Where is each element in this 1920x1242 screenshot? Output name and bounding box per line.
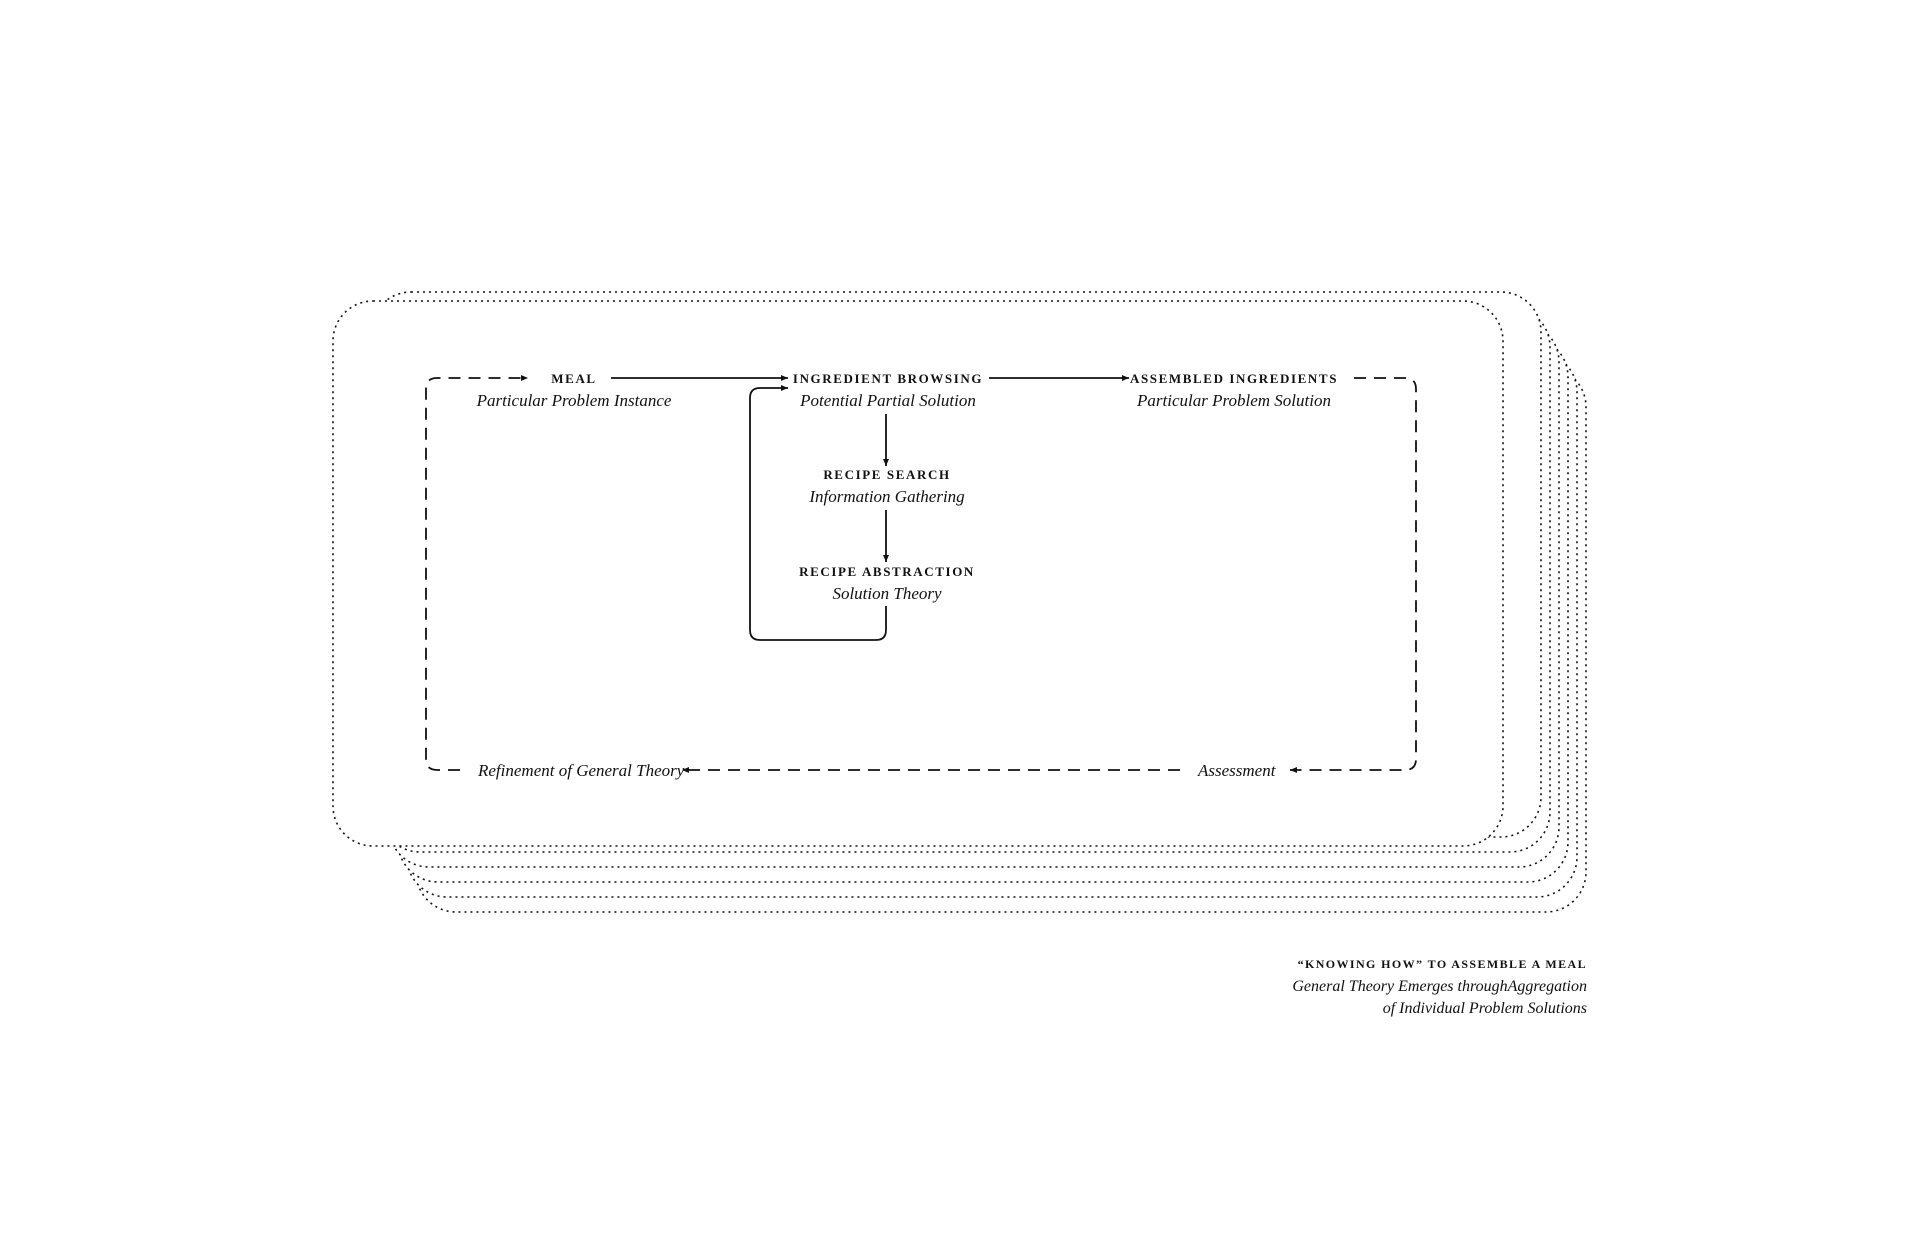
node-assembled-ingredients (1130, 371, 1338, 412)
loop-label-refinement: Refinement of General Theory (478, 761, 685, 780)
loop-label-assessment: Assessment (1198, 761, 1276, 780)
node-recipe-abstraction (799, 564, 975, 605)
node-ingredient-browsing-subtitle: Potential Partial Solution (800, 391, 976, 410)
node-assembled-ingredients-title: ASSEMBLED INGREDIENTS (1129, 371, 1339, 386)
node-meal (477, 371, 672, 412)
node-recipe-search-subtitle: Information Gathering (809, 487, 965, 506)
node-meal-subtitle: Particular Problem Instance (476, 391, 672, 410)
node-meal-title: MEAL (551, 371, 597, 386)
node-recipe-abstraction-title: RECIPE ABSTRACTION (799, 564, 975, 579)
node-recipe-search-title: RECIPE SEARCH (823, 467, 951, 482)
caption-line-2: of Individual Problem Solutions (1382, 1000, 1587, 1017)
node-ingredient-browsing-title: INGREDIENT BROWSING (792, 371, 984, 386)
caption-line-1: General Theory Emerges throughAggregation (1292, 978, 1587, 995)
figure-caption (1292, 956, 1587, 1020)
node-recipe-abstraction-subtitle: Solution Theory (832, 584, 942, 603)
node-ingredient-browsing (793, 371, 983, 412)
node-recipe-search (809, 467, 964, 508)
caption-title: “KNOWING HOW” TO ASSEMBLE A MEAL (1297, 957, 1587, 971)
node-assembled-ingredients-subtitle: Particular Problem Solution (1137, 391, 1331, 410)
